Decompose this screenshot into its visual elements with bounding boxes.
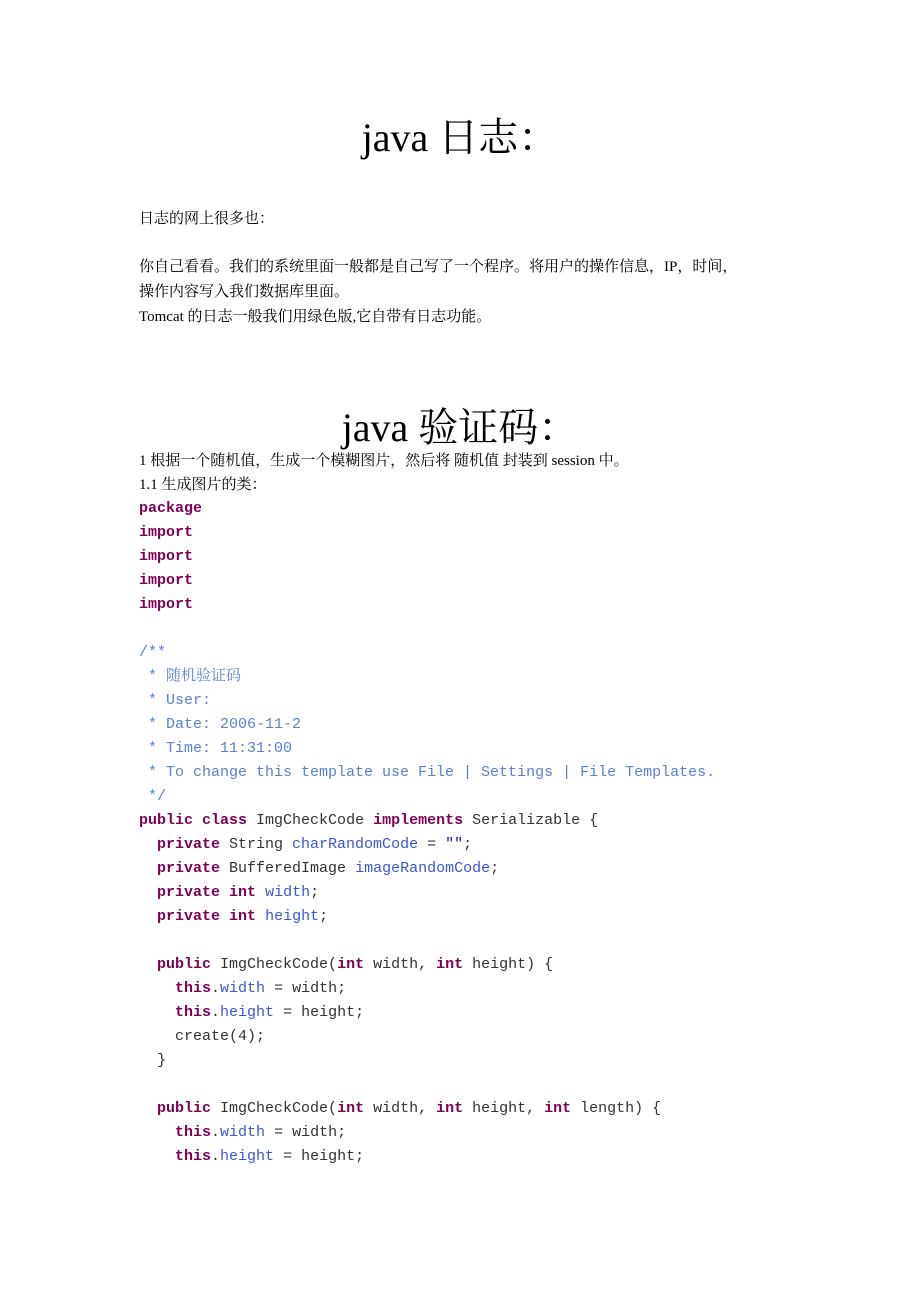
code-line: import xyxy=(139,524,194,541)
code-line-field: private BufferedImage imageRandomCode; xyxy=(157,860,500,877)
step-1: 1 根据一个随机值，生成一个模糊图片，然后将 随机值 封装到 session 中。 xyxy=(139,453,629,469)
code-line: import xyxy=(139,548,194,565)
code-line-assign: this.height = height; xyxy=(175,1148,365,1165)
code-comment: * User: xyxy=(139,692,212,709)
code-comment: */ xyxy=(139,788,167,805)
code-line-blank xyxy=(139,929,839,953)
code-comment: * To change this template use File | Settings | File Templates. xyxy=(139,764,716,781)
code-comment: * 随机验证码 xyxy=(139,668,242,685)
paragraph: 日志的网上很多也： xyxy=(139,211,275,227)
code-line: import xyxy=(139,572,194,589)
code-line-constructor: public ImgCheckCode(int width, int height, int length) { xyxy=(157,1100,662,1117)
section-title-captcha: java 验证码： xyxy=(341,405,579,450)
code-comment: * Date: 2006-11-2 xyxy=(139,716,302,733)
code-line-assign: this.width = width; xyxy=(175,980,347,997)
code-line-brace: } xyxy=(157,1052,167,1069)
code-line-field: private int width; xyxy=(157,884,320,901)
code-line-blank xyxy=(139,1073,839,1097)
code-line-call: create(4); xyxy=(175,1028,266,1045)
paragraph: 操作内容写入我们数据库里面。 xyxy=(139,284,350,300)
paragraph: Tomcat 的日志一般我们用绿色版,它自带有日志功能。 xyxy=(139,309,492,325)
section-title-log: java 日志： xyxy=(361,115,559,160)
code-block xyxy=(139,497,839,1169)
code-comment: /** xyxy=(139,644,167,661)
code-line-field: private String charRandomCode = ""; xyxy=(157,836,473,853)
code-line-blank xyxy=(139,617,839,641)
code-line-constructor: public ImgCheckCode(int width, int height) { xyxy=(157,956,554,973)
paragraph: 你自己看看。我们的系统里面一般都是自己写了一个程序。将用户的操作信息，IP，时间， xyxy=(139,259,738,275)
code-comment: * Time: 11:31:00 xyxy=(139,740,293,757)
code-line-class-decl: public class ImgCheckCode implements Serializable { xyxy=(139,812,599,829)
code-line: import xyxy=(139,596,194,613)
code-line-field: private int height; xyxy=(157,908,329,925)
step-1-1: 1.1 生成图片的类： xyxy=(139,477,267,493)
code-line-assign: this.height = height; xyxy=(175,1004,365,1021)
code-line-assign: this.width = width; xyxy=(175,1124,347,1141)
code-line: package xyxy=(139,500,203,517)
